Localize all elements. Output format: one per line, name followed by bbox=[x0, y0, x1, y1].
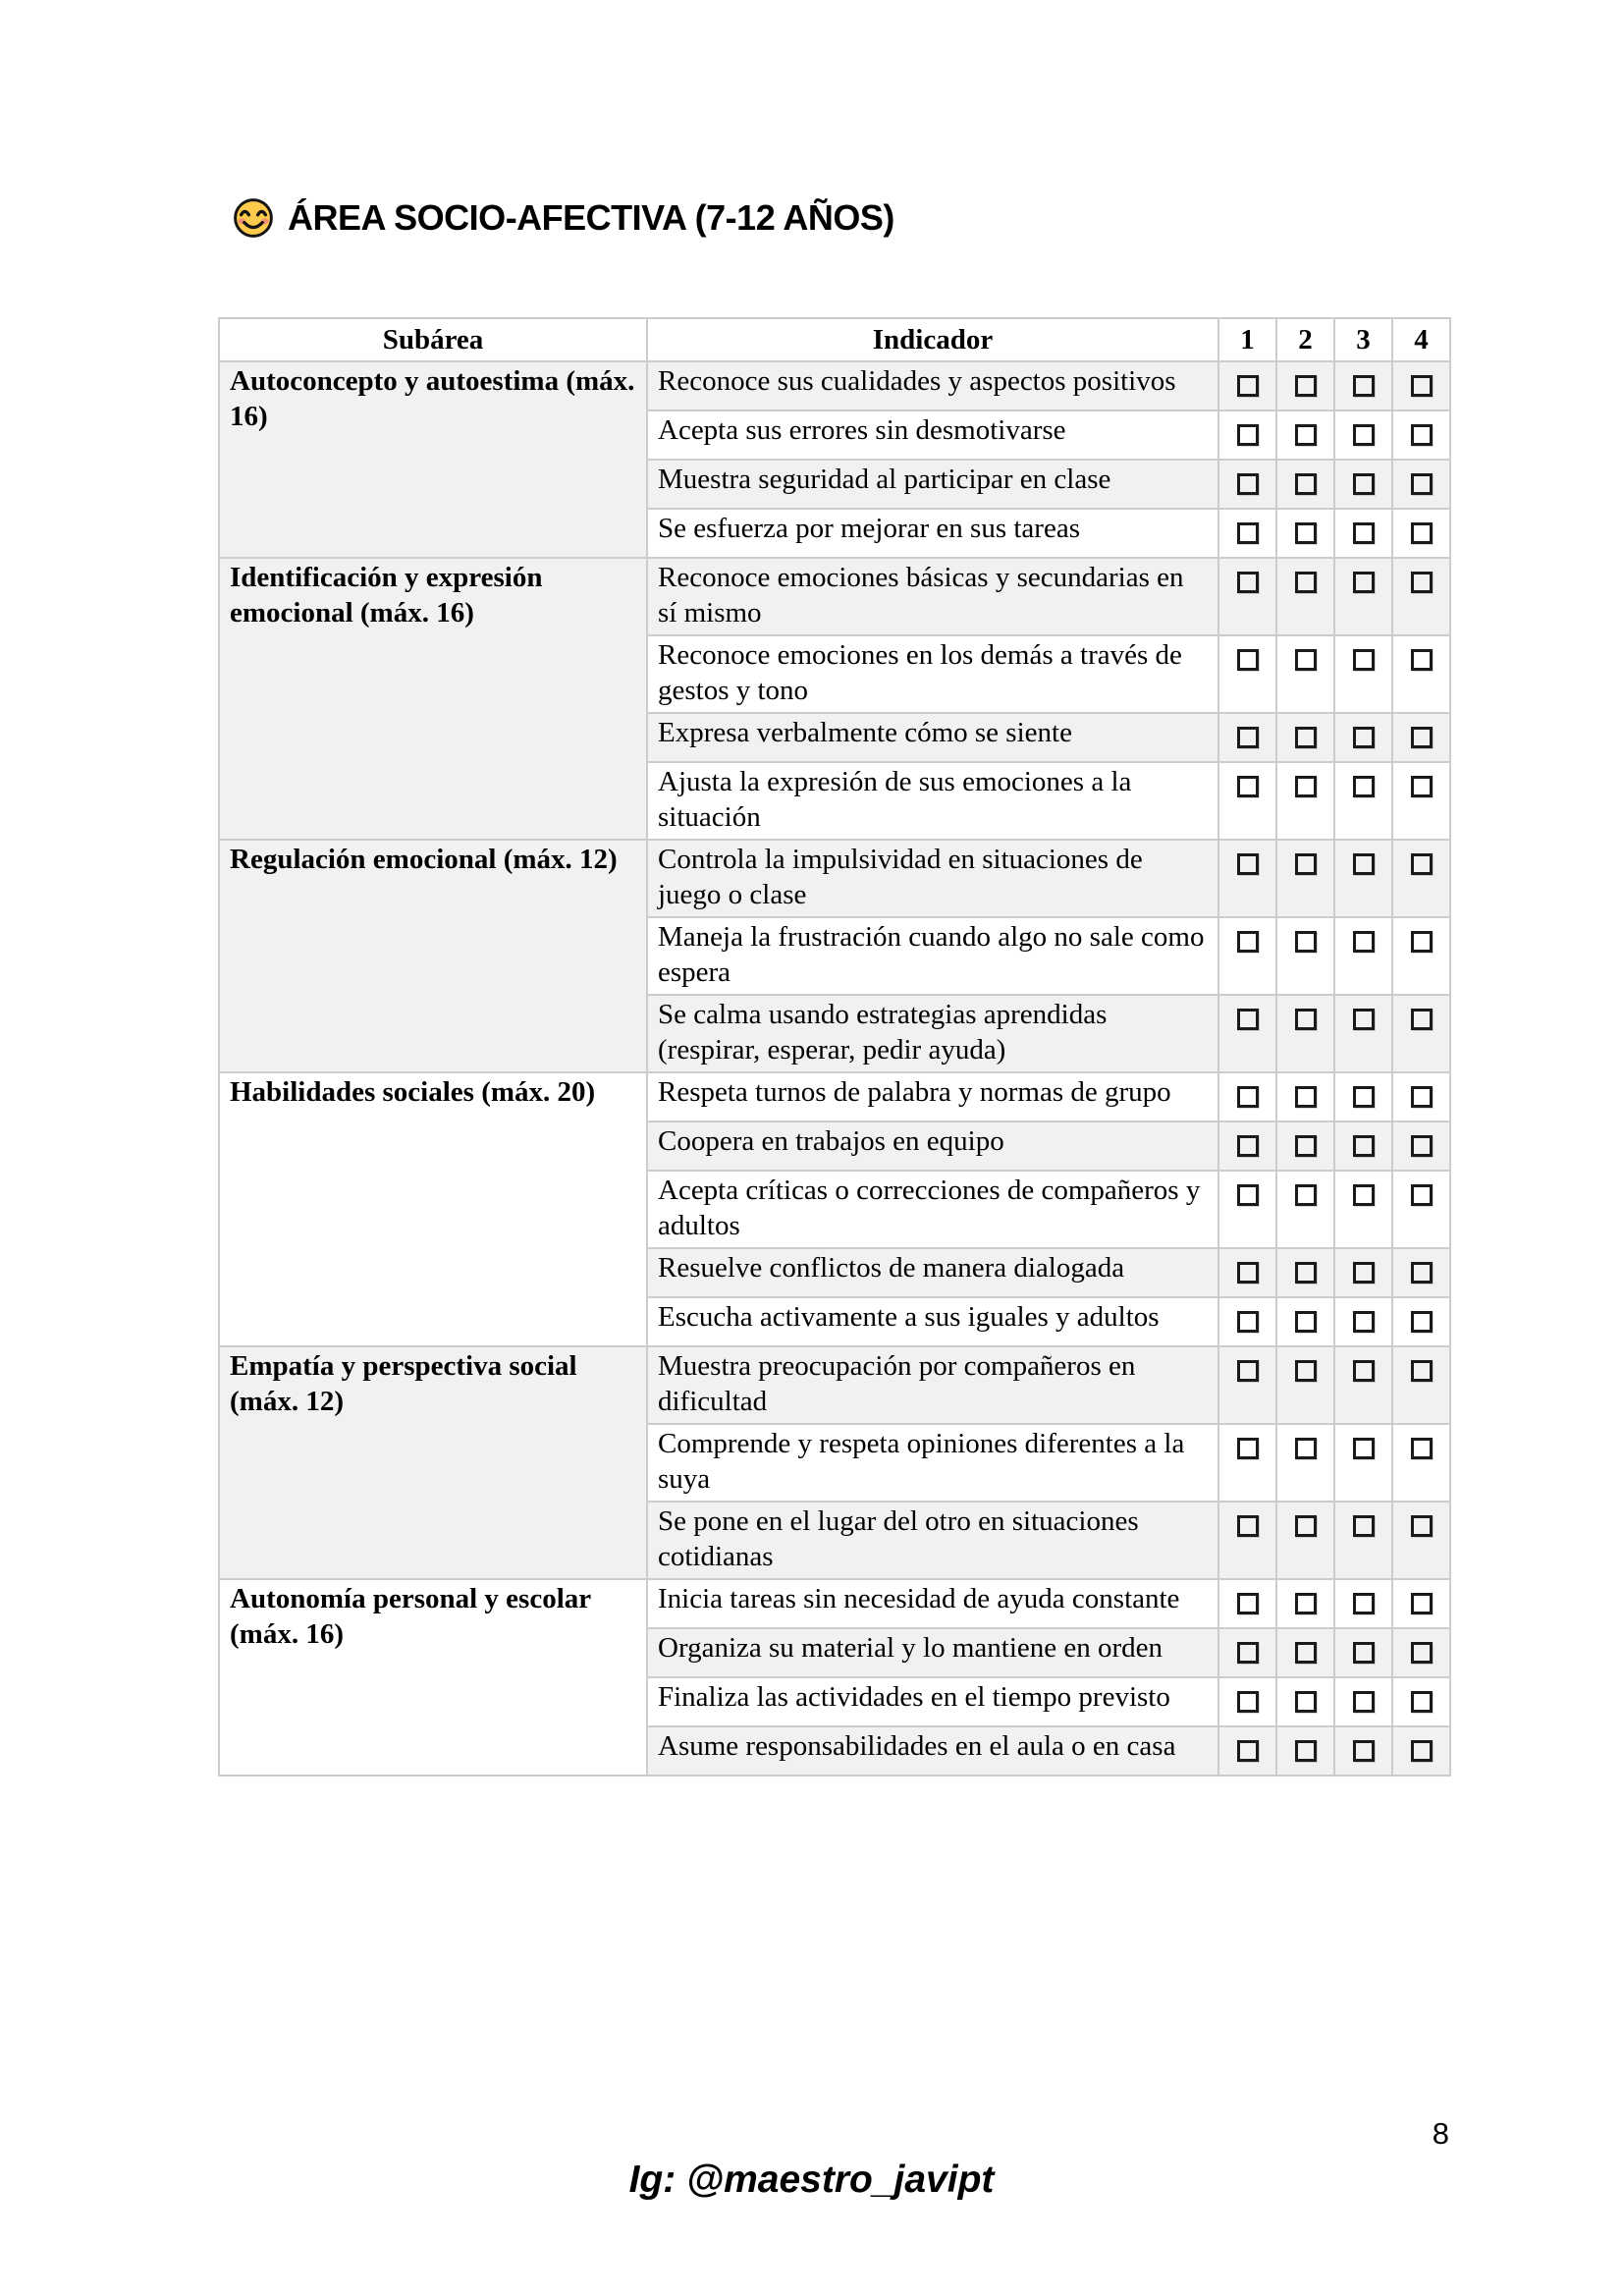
rating-cell-2 bbox=[1276, 917, 1334, 995]
rating-cell-3 bbox=[1334, 1677, 1392, 1726]
rating-cell-1 bbox=[1218, 1726, 1276, 1776]
rating-checkbox-4[interactable] bbox=[1411, 776, 1433, 797]
rating-cell-4 bbox=[1392, 1502, 1450, 1579]
rating-cell-4 bbox=[1392, 1726, 1450, 1776]
rating-cell-2 bbox=[1276, 558, 1334, 635]
rating-checkbox-4[interactable] bbox=[1411, 424, 1433, 446]
rating-checkbox-1[interactable] bbox=[1237, 1740, 1259, 1762]
rating-cell-4 bbox=[1392, 460, 1450, 509]
rating-checkbox-3[interactable] bbox=[1353, 1311, 1375, 1333]
rating-cell-1 bbox=[1218, 635, 1276, 713]
rating-checkbox-1[interactable] bbox=[1237, 1691, 1259, 1713]
rating-cell-3 bbox=[1334, 1628, 1392, 1677]
rating-cell-4 bbox=[1392, 1121, 1450, 1171]
rating-checkbox-3[interactable] bbox=[1353, 1262, 1375, 1284]
rating-cell-4 bbox=[1392, 713, 1450, 762]
rating-cell-4 bbox=[1392, 1171, 1450, 1248]
rating-cell-4 bbox=[1392, 410, 1450, 460]
rating-cell-2 bbox=[1276, 1297, 1334, 1346]
rating-checkbox-1[interactable] bbox=[1237, 1360, 1259, 1382]
rating-cell-1 bbox=[1218, 460, 1276, 509]
column-header-1: 1 bbox=[1218, 318, 1276, 361]
rating-cell-1 bbox=[1218, 1346, 1276, 1424]
rating-checkbox-4[interactable] bbox=[1411, 649, 1433, 671]
rating-checkbox-1[interactable] bbox=[1237, 1311, 1259, 1333]
rating-cell-2 bbox=[1276, 713, 1334, 762]
rating-checkbox-3[interactable] bbox=[1353, 1086, 1375, 1108]
section-heading bbox=[233, 197, 894, 239]
rating-cell-3 bbox=[1334, 917, 1392, 995]
rating-cell-4 bbox=[1392, 1628, 1450, 1677]
rating-cell-3 bbox=[1334, 635, 1392, 713]
rating-cell-2 bbox=[1276, 1677, 1334, 1726]
rating-checkbox-1[interactable] bbox=[1237, 473, 1259, 495]
rating-cell-1 bbox=[1218, 1677, 1276, 1726]
column-header-subarea: Subárea bbox=[219, 318, 647, 361]
rating-cell-4 bbox=[1392, 1297, 1450, 1346]
rating-cell-1 bbox=[1218, 1628, 1276, 1677]
indicator-cell: Muestra seguridad al participar en clase bbox=[647, 460, 1218, 509]
rating-checkbox-1[interactable] bbox=[1237, 1438, 1259, 1459]
indicator-cell: Maneja la frustración cuando algo no sale como espera bbox=[647, 917, 1218, 995]
rating-cell-3 bbox=[1334, 558, 1392, 635]
rating-cell-2 bbox=[1276, 1248, 1334, 1297]
rating-checkbox-1[interactable] bbox=[1237, 1135, 1259, 1157]
rating-cell-2 bbox=[1276, 1726, 1334, 1776]
rating-checkbox-1[interactable] bbox=[1237, 931, 1259, 953]
rating-cell-2 bbox=[1276, 1072, 1334, 1121]
table-row bbox=[219, 1579, 1450, 1628]
rating-cell-3 bbox=[1334, 1346, 1392, 1424]
rating-cell-2 bbox=[1276, 635, 1334, 713]
rating-checkbox-4[interactable] bbox=[1411, 1009, 1433, 1030]
rating-checkbox-1[interactable] bbox=[1237, 1642, 1259, 1664]
header-row bbox=[219, 318, 1450, 361]
rating-checkbox-4[interactable] bbox=[1411, 1438, 1433, 1459]
rating-checkbox-2[interactable] bbox=[1295, 1740, 1317, 1762]
rating-cell-1 bbox=[1218, 840, 1276, 917]
rating-cell-1 bbox=[1218, 917, 1276, 995]
rating-checkbox-2[interactable] bbox=[1295, 1515, 1317, 1537]
rating-checkbox-4[interactable] bbox=[1411, 1360, 1433, 1382]
smiling-face-emoji bbox=[233, 197, 274, 239]
rating-checkbox-1[interactable] bbox=[1237, 1262, 1259, 1284]
rating-checkbox-2[interactable] bbox=[1295, 853, 1317, 875]
rating-cell-1 bbox=[1218, 995, 1276, 1072]
rating-checkbox-1[interactable] bbox=[1237, 375, 1259, 397]
rating-checkbox-1[interactable] bbox=[1237, 1009, 1259, 1030]
rating-checkbox-2[interactable] bbox=[1295, 1642, 1317, 1664]
subarea-cell: Identificación y expresión emocional (máx. 16) bbox=[219, 558, 647, 840]
page-number: 8 bbox=[1432, 2116, 1449, 2151]
rating-checkbox-3[interactable] bbox=[1353, 649, 1375, 671]
indicator-cell: Ajusta la expresión de sus emociones a la situación bbox=[647, 762, 1218, 840]
column-header-4: 4 bbox=[1392, 318, 1450, 361]
rating-cell-4 bbox=[1392, 995, 1450, 1072]
indicator-cell: Controla la impulsividad en situaciones de juego o clase bbox=[647, 840, 1218, 917]
rating-checkbox-2[interactable] bbox=[1295, 1438, 1317, 1459]
rating-checkbox-2[interactable] bbox=[1295, 1691, 1317, 1713]
rating-cell-2 bbox=[1276, 1346, 1334, 1424]
column-header-indicador: Indicador bbox=[647, 318, 1218, 361]
rating-checkbox-2[interactable] bbox=[1295, 473, 1317, 495]
rating-checkbox-2[interactable] bbox=[1295, 1135, 1317, 1157]
rating-cell-4 bbox=[1392, 361, 1450, 410]
rating-checkbox-3[interactable] bbox=[1353, 1184, 1375, 1206]
rating-checkbox-2[interactable] bbox=[1295, 776, 1317, 797]
rating-cell-1 bbox=[1218, 361, 1276, 410]
rating-checkbox-4[interactable] bbox=[1411, 1184, 1433, 1206]
rating-cell-3 bbox=[1334, 840, 1392, 917]
rating-cell-1 bbox=[1218, 1579, 1276, 1628]
rating-checkbox-3[interactable] bbox=[1353, 1515, 1375, 1537]
indicator-cell: Se pone en el lugar del otro en situaciones cotidianas bbox=[647, 1502, 1218, 1579]
rating-cell-3 bbox=[1334, 713, 1392, 762]
rating-cell-3 bbox=[1334, 460, 1392, 509]
table-row bbox=[219, 558, 1450, 635]
rating-checkbox-2[interactable] bbox=[1295, 572, 1317, 593]
rating-cell-4 bbox=[1392, 635, 1450, 713]
rating-checkbox-2[interactable] bbox=[1295, 1262, 1317, 1284]
table-row bbox=[219, 1072, 1450, 1121]
rating-cell-2 bbox=[1276, 1502, 1334, 1579]
rating-cell-4 bbox=[1392, 762, 1450, 840]
indicator-cell: Resuelve conflictos de manera dialogada bbox=[647, 1248, 1218, 1297]
column-header-3: 3 bbox=[1334, 318, 1392, 361]
rating-cell-4 bbox=[1392, 1424, 1450, 1502]
rating-cell-3 bbox=[1334, 1248, 1392, 1297]
rating-checkbox-1[interactable] bbox=[1237, 572, 1259, 593]
rating-cell-2 bbox=[1276, 840, 1334, 917]
rating-checkbox-1[interactable] bbox=[1237, 727, 1259, 748]
table-row bbox=[219, 840, 1450, 917]
indicator-cell: Se calma usando estrategias aprendidas (respirar, esperar, pedir ayuda) bbox=[647, 995, 1218, 1072]
indicator-cell: Se esfuerza por mejorar en sus tareas bbox=[647, 509, 1218, 558]
rating-checkbox-3[interactable] bbox=[1353, 1593, 1375, 1614]
rating-checkbox-3[interactable] bbox=[1353, 1740, 1375, 1762]
rating-cell-4 bbox=[1392, 1579, 1450, 1628]
rating-checkbox-4[interactable] bbox=[1411, 1135, 1433, 1157]
rating-cell-1 bbox=[1218, 1121, 1276, 1171]
indicator-cell: Expresa verbalmente cómo se siente bbox=[647, 713, 1218, 762]
indicator-cell: Reconoce sus cualidades y aspectos positivos bbox=[647, 361, 1218, 410]
rating-cell-3 bbox=[1334, 1072, 1392, 1121]
rating-cell-2 bbox=[1276, 1171, 1334, 1248]
indicator-cell: Muestra preocupación por compañeros en dificultad bbox=[647, 1346, 1218, 1424]
rating-checkbox-2[interactable] bbox=[1295, 931, 1317, 953]
rating-checkbox-3[interactable] bbox=[1353, 727, 1375, 748]
rating-cell-3 bbox=[1334, 995, 1392, 1072]
rating-checkbox-3[interactable] bbox=[1353, 1642, 1375, 1664]
rating-checkbox-4[interactable] bbox=[1411, 1691, 1433, 1713]
rating-checkbox-4[interactable] bbox=[1411, 1086, 1433, 1108]
rating-cell-2 bbox=[1276, 762, 1334, 840]
indicator-cell: Respeta turnos de palabra y normas de grupo bbox=[647, 1072, 1218, 1121]
rating-cell-3 bbox=[1334, 361, 1392, 410]
rating-checkbox-2[interactable] bbox=[1295, 1593, 1317, 1614]
rating-cell-2 bbox=[1276, 1579, 1334, 1628]
rating-cell-1 bbox=[1218, 1171, 1276, 1248]
rating-table-header bbox=[219, 318, 1450, 361]
rating-cell-1 bbox=[1218, 1424, 1276, 1502]
rating-cell-3 bbox=[1334, 1121, 1392, 1171]
subarea-cell: Habilidades sociales (máx. 20) bbox=[219, 1072, 647, 1346]
indicator-cell: Acepta críticas o correcciones de compañeros y adultos bbox=[647, 1171, 1218, 1248]
rating-checkbox-3[interactable] bbox=[1353, 522, 1375, 544]
rating-checkbox-4[interactable] bbox=[1411, 1642, 1433, 1664]
rating-cell-2 bbox=[1276, 1121, 1334, 1171]
rating-checkbox-2[interactable] bbox=[1295, 424, 1317, 446]
indicator-cell: Finaliza las actividades en el tiempo previsto bbox=[647, 1677, 1218, 1726]
rating-table-body bbox=[219, 361, 1450, 1776]
rating-cell-2 bbox=[1276, 995, 1334, 1072]
rating-cell-2 bbox=[1276, 410, 1334, 460]
rating-checkbox-4[interactable] bbox=[1411, 1740, 1433, 1762]
rating-checkbox-1[interactable] bbox=[1237, 1184, 1259, 1206]
rating-checkbox-4[interactable] bbox=[1411, 522, 1433, 544]
subarea-cell: Autonomía personal y escolar (máx. 16) bbox=[219, 1579, 647, 1776]
rating-cell-3 bbox=[1334, 1726, 1392, 1776]
rating-checkbox-1[interactable] bbox=[1237, 424, 1259, 446]
rating-checkbox-2[interactable] bbox=[1295, 1009, 1317, 1030]
rating-checkbox-4[interactable] bbox=[1411, 1515, 1433, 1537]
rating-checkbox-2[interactable] bbox=[1295, 1086, 1317, 1108]
rating-cell-2 bbox=[1276, 1424, 1334, 1502]
instagram-handle: Ig: @maestro_javipt bbox=[628, 2159, 995, 2201]
rating-checkbox-3[interactable] bbox=[1353, 1009, 1375, 1030]
rating-checkbox-1[interactable] bbox=[1237, 1515, 1259, 1537]
rating-checkbox-3[interactable] bbox=[1353, 931, 1375, 953]
indicator-cell: Reconoce emociones en los demás a través de gestos y tono bbox=[647, 635, 1218, 713]
rating-checkbox-4[interactable] bbox=[1411, 1311, 1433, 1333]
rating-cell-1 bbox=[1218, 762, 1276, 840]
rating-cell-4 bbox=[1392, 1248, 1450, 1297]
rating-checkbox-2[interactable] bbox=[1295, 1184, 1317, 1206]
rating-cell-2 bbox=[1276, 361, 1334, 410]
rating-checkbox-4[interactable] bbox=[1411, 853, 1433, 875]
rating-checkbox-3[interactable] bbox=[1353, 1360, 1375, 1382]
rating-cell-1 bbox=[1218, 509, 1276, 558]
rating-cell-3 bbox=[1334, 1171, 1392, 1248]
indicator-cell: Escucha activamente a sus iguales y adultos bbox=[647, 1297, 1218, 1346]
rating-cell-4 bbox=[1392, 1346, 1450, 1424]
rating-checkbox-1[interactable] bbox=[1237, 1593, 1259, 1614]
rating-cell-4 bbox=[1392, 1677, 1450, 1726]
rating-checkbox-2[interactable] bbox=[1295, 375, 1317, 397]
rating-checkbox-2[interactable] bbox=[1295, 522, 1317, 544]
rating-cell-2 bbox=[1276, 460, 1334, 509]
rating-checkbox-2[interactable] bbox=[1295, 1311, 1317, 1333]
rating-cell-1 bbox=[1218, 1297, 1276, 1346]
table-row bbox=[219, 361, 1450, 410]
rating-cell-1 bbox=[1218, 410, 1276, 460]
indicator-cell: Organiza su material y lo mantiene en orden bbox=[647, 1628, 1218, 1677]
rating-checkbox-3[interactable] bbox=[1353, 1438, 1375, 1459]
rating-checkbox-4[interactable] bbox=[1411, 572, 1433, 593]
rating-cell-4 bbox=[1392, 840, 1450, 917]
rating-checkbox-4[interactable] bbox=[1411, 375, 1433, 397]
rating-table bbox=[218, 317, 1451, 1777]
rating-cell-3 bbox=[1334, 1297, 1392, 1346]
rating-checkbox-4[interactable] bbox=[1411, 727, 1433, 748]
rating-checkbox-4[interactable] bbox=[1411, 931, 1433, 953]
indicator-cell: Asume responsabilidades en el aula o en casa bbox=[647, 1726, 1218, 1776]
rating-checkbox-3[interactable] bbox=[1353, 424, 1375, 446]
indicator-cell: Acepta sus errores sin desmotivarse bbox=[647, 410, 1218, 460]
rating-cell-1 bbox=[1218, 713, 1276, 762]
subarea-cell: Empatía y perspectiva social (máx. 12) bbox=[219, 1346, 647, 1579]
rating-checkbox-3[interactable] bbox=[1353, 1135, 1375, 1157]
subarea-cell: Autoconcepto y autoestima (máx. 16) bbox=[219, 361, 647, 558]
rating-cell-1 bbox=[1218, 1502, 1276, 1579]
rating-checkbox-1[interactable] bbox=[1237, 649, 1259, 671]
rating-cell-3 bbox=[1334, 509, 1392, 558]
rating-checkbox-4[interactable] bbox=[1411, 1593, 1433, 1614]
rating-cell-4 bbox=[1392, 558, 1450, 635]
rating-checkbox-2[interactable] bbox=[1295, 727, 1317, 748]
rating-checkbox-2[interactable] bbox=[1295, 1360, 1317, 1382]
rating-checkbox-3[interactable] bbox=[1353, 1691, 1375, 1713]
rating-cell-3 bbox=[1334, 410, 1392, 460]
rating-cell-1 bbox=[1218, 1248, 1276, 1297]
rating-cell-3 bbox=[1334, 762, 1392, 840]
rating-checkbox-3[interactable] bbox=[1353, 375, 1375, 397]
column-header-2: 2 bbox=[1276, 318, 1334, 361]
indicator-cell: Coopera en trabajos en equipo bbox=[647, 1121, 1218, 1171]
rating-cell-4 bbox=[1392, 1072, 1450, 1121]
rating-cell-2 bbox=[1276, 1628, 1334, 1677]
indicator-cell: Comprende y respeta opiniones diferentes a la suya bbox=[647, 1424, 1218, 1502]
rating-cell-2 bbox=[1276, 509, 1334, 558]
rating-checkbox-3[interactable] bbox=[1353, 776, 1375, 797]
rating-checkbox-1[interactable] bbox=[1237, 522, 1259, 544]
rating-checkbox-4[interactable] bbox=[1411, 473, 1433, 495]
subarea-cell: Regulación emocional (máx. 12) bbox=[219, 840, 647, 1072]
rating-checkbox-1[interactable] bbox=[1237, 853, 1259, 875]
rating-cell-4 bbox=[1392, 917, 1450, 995]
rating-cell-3 bbox=[1334, 1579, 1392, 1628]
rating-cell-1 bbox=[1218, 1072, 1276, 1121]
rating-checkbox-1[interactable] bbox=[1237, 776, 1259, 797]
table-row bbox=[219, 1346, 1450, 1424]
page-title: ÁREA SOCIO-AFECTIVA (7-12 AÑOS) bbox=[288, 197, 894, 238]
rating-checkbox-4[interactable] bbox=[1411, 1262, 1433, 1284]
rating-checkbox-3[interactable] bbox=[1353, 572, 1375, 593]
indicator-cell: Reconoce emociones básicas y secundarias en sí mismo bbox=[647, 558, 1218, 635]
rating-checkbox-2[interactable] bbox=[1295, 649, 1317, 671]
rating-cell-1 bbox=[1218, 558, 1276, 635]
rating-cell-3 bbox=[1334, 1424, 1392, 1502]
rating-cell-3 bbox=[1334, 1502, 1392, 1579]
rating-cell-4 bbox=[1392, 509, 1450, 558]
rating-checkbox-1[interactable] bbox=[1237, 1086, 1259, 1108]
rating-checkbox-3[interactable] bbox=[1353, 853, 1375, 875]
rating-checkbox-3[interactable] bbox=[1353, 473, 1375, 495]
indicator-cell: Inicia tareas sin necesidad de ayuda constante bbox=[647, 1579, 1218, 1628]
